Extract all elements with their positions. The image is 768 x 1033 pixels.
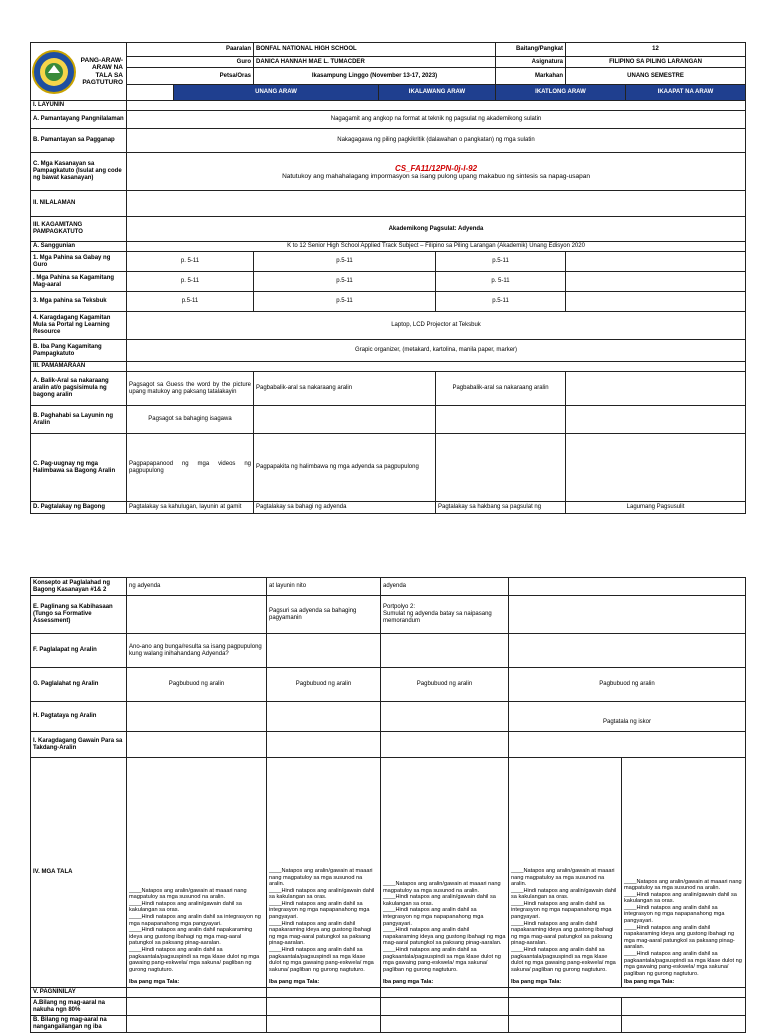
iba-pang-tala-day3: Iba pang mga Tala: [383,979,434,986]
nilalaman-text: Akademikong Pagsulat: Adyenda [127,217,746,242]
pahina-gabay-day3: p.5-11 [436,252,566,272]
petsa-value: Ikasampung Linggo (November 13-17, 2023) [254,68,496,85]
paglinang-day1 [127,596,267,634]
konsepto-day1: ng adyenda [127,578,267,596]
pagtataya-day4: Pagtatala ng iskor [509,702,746,732]
baitang-label: Baitang/Pangkat [496,43,566,57]
iba-pang-tala-day4a: Iba pang mga Tala: [511,979,562,986]
pagtataya-day3 [381,702,509,732]
paghahabi-day4 [566,406,746,434]
pag-uugnay-day1: Pagpapapanood ng mga videos ng pagpupulong [127,434,254,502]
pagninilay-heading: V. PAGNINILAY [31,988,127,998]
balik-aral-label: A. Balik-Aral sa nakaraang aralin at/o pagsisimula ng bagong aralin [31,372,127,406]
paglinang-day3: Portpolyo 2: Sumulat ng adyenda batay sa naipasang memorandum [381,596,509,634]
pamantayan-sa-pagganap-label: B. Pamantayan sa Pagganap [31,129,127,153]
school-seal-icon [31,49,77,95]
mga-tala-heading: IV. MGA TALA [31,758,127,988]
pahina-kagamitang-day3: p. 5-11 [436,272,566,292]
kasanayan-label: C. Mga Kasanayan sa Pampagkatuto (Isulat ang code ng bawat kasanayan) [31,153,127,191]
iba-pang-tala-day4b: Iba pang mga Tala: [624,979,675,986]
paghahabi-label: B. Paghahabi sa Layunin ng Aralin [31,406,127,434]
asignatura-value: FILIPINO SA PILING LARANGAN [566,57,746,68]
iba-pang-kagamitan-label: B. Iba Pang Kagamitang Pampagkatuto [31,340,127,362]
paglinang-label: E. Paglinang sa Kabihasaan (Tungo sa Formative Assessment) [31,596,127,634]
kagamitang-heading: III. KAGAMITANG PAMPAGKATUTO [31,217,127,242]
petsa-label: Petsa/Oras [127,68,254,85]
pamantayan-sa-pagganap-text: Nakagagawa ng piling pagkikritik (dalawahan o pangkatan) ng mga sulatin [127,129,746,153]
paglalahat-day3: Pagbubuod ng aralin [381,668,509,702]
markahan-label: Markahan [496,68,566,85]
paglalahat-day2: Pagbubuod ng aralin [267,668,381,702]
pagtalakay-day1: Pagtalakay sa kahulugan, layunin at gamit [127,502,254,514]
tala-day2 [267,758,381,988]
day-2-header: IKALAWANG ARAW [379,85,496,101]
layunin-heading: I. LAYUNIN [31,101,127,111]
paglalapat-day4 [509,634,746,668]
tala-day4b-text: ____Natapos ang aralin/gawain at maaari nang magpatuloy sa mga susunod na aralin. ____Hindi natapos ang aralin/gawain dahil sa kakulangan sa oras. ____Hindi natapos ang aralin dahil sa integrasyon ng mga napapanahong mga pangyayari. ____Hindi natapos ang aralin dahil napakaraming ideya ang gustong ibahagi ng mga mag-aaral patungkol sa paksang pinag-aaralan. ____Hindi natapos ang aralin dahil sa pagkaantala/pagsuspindi sa mga klase dulot ng mga gawaing pang-eskwela/ mga sakuna/ pagliban ng gurong nagtuturo. [624,878,742,977]
paglalahat-day4: Pagbubuod ng aralin [509,668,746,702]
learning-competency-code: CS_FA11/12PN-0j-l-92 [394,163,478,173]
pahina-gabay-day2: p.5-11 [254,252,436,272]
pag-uugnay-day4 [566,434,746,502]
kasanayan-text: Natutukoy ang mahahalagang impormasyon sa isang pulong upang makabuo ng sintesis sa napag-usapan [282,172,590,180]
nilalaman-heading: II. NILALAMAN [31,191,127,217]
pahina-teksbuk-day1: p.5-11 [127,292,254,312]
tala-day3-text: ____Natapos ang aralin/gawain at maaari nang magpatuloy sa mga susunod na aralin. ____Hindi natapos ang aralin/gawain dahil sa kakulangan sa oras. ____Hindi natapos ang aralin dahil sa integrasyon ng mga napapanahong mga pangyayari. ____Hindi natapos ang aralin dahil napakaraming ideya ang gustong ibahagi ng mga mag-aaral patungkol sa paksang pinag-aaralan. ____Hindi natapos ang aralin dahil sa pagkaantala/pagsuspindi sa mga klase dulot ng mga gawaing pang-eskwela/ mga sakuna/ pagliban ng gurong nagtuturo. [383,881,506,973]
konsepto-label: Konsepto at Paglalahad ng Bagong Kasanayan #1& 2 [31,578,127,596]
dll-table-page1 [30,42,746,514]
kasanayan-cell [127,153,746,191]
paglalapat-day1: Ano-ano ang bunga/resulta sa isang pagpupulong kung walang inihahandang Adyenda? [127,634,267,668]
tala-day1-text: ____Natapos ang aralin/gawain at maaari nang magpatuloy sa mga susunod na aralin. ____Hindi natapos ang aralin/gawain dahil sa kakulangan sa oras. ____Hindi natapos ang aralin dahil sa integrasyon ng mga napapanahong mga pangyayari. ____Hindi natapos ang aralin dahil napakaraming ideya ang gustong ibahagi ng mga mag-aaral patungkol sa paksang pinag-aaralan. ____Hindi natapos ang aralin dahil sa pagkaantala/pagsuspindi sa mga klase dulot ng mga gawaing pang-eskwela/ mga sakuna/ pagliban ng gurong nagtuturo. [129,887,261,973]
iba-pang-kagamitan-text: Grapic organizer, (metakard, kartolina, manila paper, marker) [127,340,746,362]
baitang-value: 12 [566,43,746,57]
paglalapat-label: F. Paglalapat ng Aralin [31,634,127,668]
balik-aral-day4 [566,372,746,406]
tala-day4a [509,758,622,988]
tala-day3 [381,758,509,988]
dll-table-page2 [30,577,746,1033]
pamamaraan-heading: III. PAMAMARAAN [31,362,127,372]
paghahabi-day1: Pagsagot sa bahaging isagawa [127,406,254,434]
karagdagang-gawain-label: I. Karagdagang Gawain Para sa Takdang-Aralin [31,732,127,758]
asignatura-label: Asignatura [496,57,566,68]
paglalapat-day2 [267,634,381,668]
pag-uugnay-day2: Pagpapakita ng halimbawa ng mga adyenda sa pagpupulong [254,434,436,502]
pahina-kagamitang-label: . Mga Pahina sa Kagamitang Mag-aaral [31,272,127,292]
konsepto-day4 [509,578,746,596]
bilang-80-label: A.Bilang ng mag-aaral na nakuha ngn 80% [31,998,127,1016]
iba-pang-tala-day2: Iba pang mga Tala: [269,979,320,986]
pagtataya-day2 [267,702,381,732]
day-1-header: UNANG ARAW [174,85,379,101]
paaralan-value: BONFAL NATIONAL HIGH SCHOOL [254,43,496,57]
konsepto-day3: adyenda [381,578,509,596]
paghahabi-day3 [436,406,566,434]
tala-day4a-text: ____Natapos ang aralin/gawain at maaari nang magpatuloy sa mga susunod na aralin. ____Hindi natapos ang aralin/gawain dahil sa kakulangan sa oras. ____Hindi natapos ang aralin dahil sa integrasyon ng mga napapanahong mga pangyayari. ____Hindi natapos ang aralin dahil napakaraming ideya ang gustong ibahagi ng mga mag-aaral patungkol sa paksang pinag-aaralan. ____Hindi natapos ang aralin dahil sa pagkaantala/pagsuspindi sa mga klase dulot ng mga gawaing pang-eskwela/ mga sakuna/ pagliban ng gurong nagtuturo. [511,867,617,973]
paaralan-label: Paaralan [127,43,254,57]
paglalahat-label: G. Paglalahat ng Aralin [31,668,127,702]
paghahabi-day2 [254,406,436,434]
bilang-remediation-label: B. Bilang ng mag-aaral na nangangailangan ng iba [31,1016,127,1033]
document-title: PANG-ARAW-ARAW NA TALA SA PAGTUTURO [80,56,123,86]
paglinang-day2: Pagsuri sa adyenda sa bahaging pagyamanin [267,596,381,634]
pagtalakay-label: D. Pagtalakay ng Bagong [31,502,127,514]
pagtalakay-day2: Pagtalakay sa bahagi ng adyenda [254,502,436,514]
pagtalakay-day3: Pagtalakay sa hakbang sa pagsulat ng [436,502,566,514]
guro-label: Guro [127,57,254,68]
pag-uugnay-label: C. Pag-uugnay ng mga Halimbawa sa Bagong Aralin [31,434,127,502]
pahina-gabay-day1: p. 5-11 [127,252,254,272]
pahina-gabay-label: 1. Mga Pahina sa Gabay ng Guro [31,252,127,272]
karagdagang-kagamitan-text: Laptop, LCD Projector at Teksbuk [127,312,746,340]
header-left-cell [31,43,127,101]
balik-aral-day1: Pagsagot sa Guess the word by the picture upang matukoy ang paksang tatalakayin [127,372,254,406]
sanggunian-label: A. Sanggunian [31,242,127,252]
konsepto-day2: at layunin nito [267,578,381,596]
pahina-kagamitang-day1: p. 5-11 [127,272,254,292]
tala-day1 [127,758,267,988]
pahina-teksbuk-day2: p.5-11 [254,292,436,312]
sanggunian-text: K to 12 Senior High School Applied Track Subject – Filipino sa Piling Larangan (Akademik) Unang Edisyon 2020 [127,242,746,252]
paglinang-day4 [509,596,746,634]
karagdagang-kagamitan-label: 4. Karagdagang Kagamitan Mula sa Portal ng Learning Resource [31,312,127,340]
pamantayang-pangnilalaman-label: A. Pamantayang Pangnilalaman [31,111,127,129]
pahina-kagamitang-day2: p.5-11 [254,272,436,292]
iba-pang-tala-day1: Iba pang mga Tala: [129,979,180,986]
pahina-teksbuk-label: 3. Mga pahina sa Teksbuk [31,292,127,312]
paglalahat-day1: Pagbubuod ng aralin [127,668,267,702]
guro-value: DANICA HANNAH MAE L. TUMACDER [254,57,496,68]
pag-uugnay-day3 [436,434,566,502]
tala-day4b [622,758,746,988]
day-4-header: IKAAPAT NA ARAW [626,85,746,101]
pagtalakay-day4: Lagumang Pagsusulit [566,502,746,514]
pahina-teksbuk-day3: p.5-11 [436,292,566,312]
tala-day2-text: ____Natapos ang aralin/gawain at maaari nang magpatuloy sa mga susunod na aralin. ____Hindi natapos ang aralin/gawain dahil sa kakulangan sa oras. ____Hindi natapos ang aralin dahil sa integrasyon ng mga napapanahong mga pangyayari. ____Hindi natapos ang aralin dahil napakaraming ideya ang gustong ibahagi ng mga mag-aaral patungkol sa paksang pinag-aaralan. ____Hindi natapos ang aralin dahil sa pagkaantala/pagsuspindi sa mga klase dulot ng mga gawaing pang-eskwela/ mga sakuna/ pagliban ng gurong nagtuturo. [269,867,375,973]
pagtataya-day1 [127,702,267,732]
balik-aral-day3: Pagbabalik-aral sa nakaraang aralin [436,372,566,406]
paglalapat-day3 [381,634,509,668]
balik-aral-day2: Pagbabalik-aral sa nakaraang aralin [254,372,436,406]
markahan-value: UNANG SEMESTRE [566,68,746,85]
pamantayang-pangnilalaman-text: Nagagamit ang angkop na format at teknik ng pagsulat ng akademikong sulatin [127,111,746,129]
pagtataya-label: H. Pagtataya ng Aralin [31,702,127,732]
day-3-header: IKATLONG ARAW [496,85,626,101]
